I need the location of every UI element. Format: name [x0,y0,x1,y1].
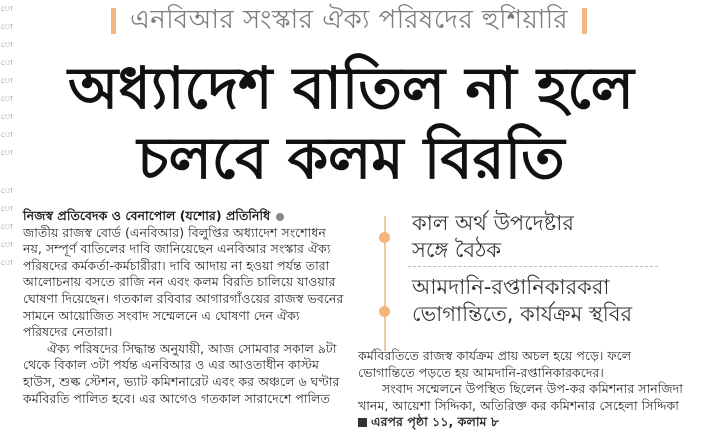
continuation-square-icon [358,418,367,427]
article-right-column [358,348,688,431]
right-paragraph-2 [358,381,688,431]
adjacent-column-fragment: ো ো ো ো ো ো ো ো ো ো ো ো ো ো [1,5,13,267]
continued-note: এরপর পৃষ্ঠা ১১, কলাম ৮ [371,414,500,430]
highlight-2-line-1: আমদানি-রপ্তানিকারকরা [412,275,610,299]
right-paragraph-1: কর্মবিরতিতে রাজস্ব কার্যক্রম প্রায় অচল হয়ে পড়ে। ফলে ভোগান্তিতে পড়তে হয় আমদানি-রপ্তানিকারকদের। [358,348,632,380]
kicker-text: এনবিআর সংস্কার ঐক্য পরিষদের হুশিয়ারি [129,5,569,35]
highlights-box [372,208,662,348]
highlight-dot-icon [379,306,390,317]
paragraph-2: ঐক্য পরিষদের সিদ্ধান্ত অনুযায়ী, আজ সোমবার সকাল ৯টা থেকে বিকাল ৩টা পর্যন্ত এনবিআর ও এর আওতাধীন কাস্টম হাউস, শুল্ক স্টেশন, ভ্যাট কমিশনারেট এবং কর অঞ্চলে ৬ ঘণ্টার কর্মবিরতি পালিত হবে। এর আগেও গতকাল সারাদেশে পালিত [23,340,340,406]
byline-dot-icon [276,213,284,221]
paragraph-1: জাতীয় রাজস্ব বোর্ড (এনবিআর) বিলুপ্তির অধ্যাদেশ সংশোধন নয়, সম্পূর্ণ বাতিলের দাবি জানিয়েছেন এনবিআর সংস্কার ঐক্য পরিষদের কর্মকর্তা-কর্মচারীরা। দাবি আদায় না হওয়া পর্যন্ত তারা আলোচনায় বসতে রাজি নন এবং কলম বিরতি চালিয়ে যাওয়ার ঘোষণা দিয়েছেন। গতকাল রবিবার আগারগাঁওয়ের রাজস্ব ভবনের সামনে আয়োজিত সংবাদ সম্মেলনে এ ঘোষণা দেন ঐক্য পরিষদের নেতারা। [23,224,344,340]
headline-line-2: চলবে কলম বিরতি [137,124,565,192]
right-paragraph-2-text: সংবাদ সম্মেলনে উপস্থিত ছিলেন উপ-কর কমিশনার সানজিদা খানম, আয়েশা সিদ্দিকা, অতিরিক্ত কর কমিশনার সেহেলা সিদ্দিকা [358,381,683,413]
highlight-2-line-2: ভোগান্তিতে, কার্যক্রম স্থবির [412,302,633,326]
byline [23,208,348,225]
highlight-1-line-2: সঙ্গে বৈঠক [412,238,502,262]
article-left-column [23,208,348,407]
headline-line-1: অধ্যাদেশ বাতিল না হলে [68,54,634,122]
highlight-divider [408,266,658,267]
byline-text: নিজস্ব প্রতিবেদক ও বেনাপোল (যশোর) প্রতিনিধি [23,208,271,223]
highlight-1-line-1: কাল অর্থ উপদেষ্টার [412,211,574,235]
kicker-bar-right [582,8,587,34]
highlight-dot-icon [379,232,390,243]
kicker-bar-left [111,8,116,34]
kicker [84,4,614,38]
